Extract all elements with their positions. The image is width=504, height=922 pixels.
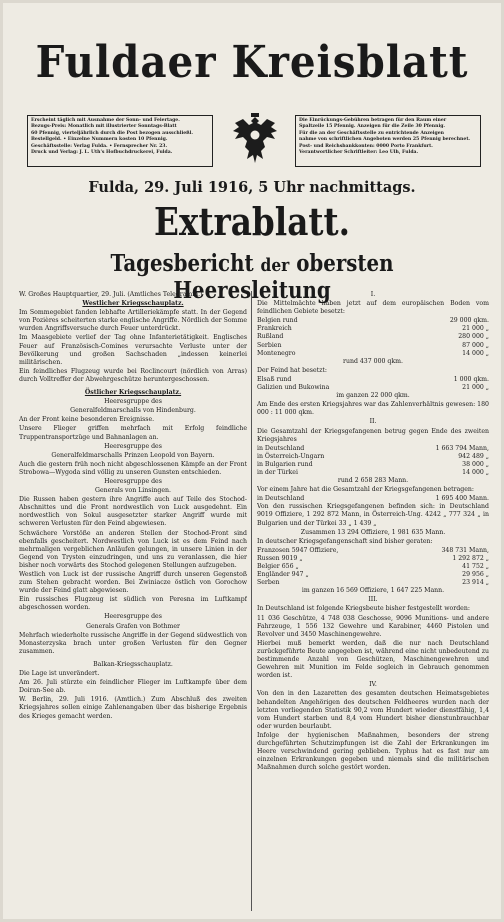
article-paragraph: Schwächere Vorstöße an anderen Stellen der Stochod-Front sind ebenfalls gescheitert. Nordwestlich von Luck ist es dem Feind nach mehrmaligen vergeblichen Anläufen gelungen, in unsere Linien in der Gegend von Trysten einzudringen, und uns zu veranlassen, die hier bisher noch vorwärts des Stochod gelegenen Stellungen aufzugeben.	[19, 529, 247, 569]
section-heading: Westlicher Kriegsschauplatz.	[82, 300, 184, 308]
statistics-label: Rußland	[257, 333, 284, 341]
article-paragraph: Auch die gestern früh noch nicht abgeschlossenen Kämpfe an der Front Strobowa—Wygoda sind völlig zu unseren Gunsten entschieden.	[19, 460, 247, 476]
statistics-label: Belgier 656 „	[257, 563, 299, 570]
newspaper-page	[3, 3, 501, 919]
statistics-row	[257, 333, 489, 341]
statistics-label: in Deutschland	[257, 495, 305, 503]
statistics-label: Franzosen 5947 Offiziere,	[257, 546, 339, 554]
statistics-value: 21 000 „	[462, 384, 489, 392]
statistics-label: Engländer 947 „	[257, 571, 309, 579]
statistics-label: in der Türkei	[257, 468, 298, 476]
article-paragraph: Die Russen haben gestern ihre Angriffe auch auf Teile des Stochod-Abschnittes und die Front nordwestlich von Luck ausgedehnt. Ein nordwestlich von Sokul ausgesetzter starker Angriff wurde mit schweren Verlusten für den Feind abgewiesen.	[19, 496, 247, 528]
centered-line: Generalfeldmarschalls Prinzen Leopold von Bayern.	[51, 451, 215, 459]
statistics-row	[257, 453, 489, 461]
article-paragraph: In Deutschland ist folgende Kriegsbeute bisher festgestellt worden:	[257, 605, 470, 613]
header-line: Post- und Reichsbankkonten: 0000 Porto Frankfurt.	[299, 143, 433, 149]
statistics-row	[257, 384, 489, 392]
statistics-row	[257, 469, 489, 477]
eagle-emblem-icon	[229, 111, 281, 167]
centered-line: rund 437 000 qkm.	[343, 357, 403, 365]
statistics-row	[257, 495, 489, 503]
statistics-value: 1 663 794 Mann,	[435, 444, 489, 452]
statistics-value: 1 000 qkm.	[453, 375, 489, 383]
statistics-value: 21 000 „	[462, 325, 489, 333]
article-paragraph: Infolge der hygienischen Maßnahmen, besonders der streng durchgeführten Schutzimpfungen ist die Zahl der Erkrankungen im Heere verschwindend gering geblieben. Typhus hat es fast nur am einzelnen Erkrankungen gegeben und niemals sind die militärischen Maßnahmen durch solche gestört worden.	[257, 731, 489, 772]
statistics-row	[257, 350, 489, 358]
centered-line: im ganzen 22 000 qkm.	[336, 392, 410, 400]
centered-line: Generalfeldmarschalls von Hindenburg.	[70, 407, 196, 415]
article-paragraph: W. Berlin, 29. Juli 1916. (Amtlich.) Zum Abschluß des zweiten Kriegsjahres sollen einige Zahlenangaben über das bisherige Ergebnis des Krieges gemacht werden.	[19, 696, 247, 720]
right-column	[257, 291, 489, 911]
centered-line: Zusammen 13 294 Offiziere, 1 981 635 Mann.	[300, 528, 446, 536]
extrablatt-title: Extrablatt.	[154, 199, 350, 244]
article-paragraph: Vor einem Jahre hat die Gesamtzahl der Kriegsgefangenen betragen:	[257, 486, 474, 494]
statistics-value: 41 752 „	[462, 563, 489, 570]
header-line: Spaltzeile 15 Pfennig. Anzeigen für die Zeile 30 Pfennig.	[299, 124, 446, 130]
statistics-row	[257, 579, 489, 587]
statistics-label: Serben	[257, 579, 280, 587]
centered-line: IV.	[369, 681, 377, 689]
statistics-label: Russen 9019 „	[257, 554, 303, 562]
article-paragraph: Westlich von Luck ist der russische Angriff durch unseren Gegenstoß zum Stehen gebracht worden. Bei Zwiniacze östlich von Gorochow wurde der Feind glatt abgewiesen.	[19, 571, 247, 595]
article-paragraph: Ein feindliches Flugzeug wurde bei Roclincourt (nördlich von Arras) durch Volltreffer der Abwehrgeschütze heruntergeschossen.	[19, 367, 247, 383]
statistics-label: Serbien	[257, 341, 282, 349]
header-line: Verantwortlicher Schriftleiter: Leo Ulh, Fulda.	[299, 150, 419, 156]
statistics-value: 87 000 „	[462, 341, 489, 349]
masthead-title: Fuldaer Kreisblatt	[35, 37, 469, 88]
statistics-label: Belgien rund	[257, 317, 298, 325]
centered-line: im ganzen 16 569 Offiziere, 1 647 225 Mann.	[301, 587, 445, 595]
statistics-label: Elsaß rund	[257, 375, 292, 383]
advertising-info-box	[295, 115, 481, 167]
centered-line: I.	[370, 291, 376, 298]
article-paragraph: Im Sommegebiet fanden lebhafte Artilleriekämpfe statt. In der Gegend von Pozières scheiterten starke englische Angriffe. Nördlich der Somme wurden Angriffsversuche durch Feuer unterdrückt.	[19, 309, 247, 333]
statistics-value: 14 000 „	[462, 468, 489, 476]
statistics-row	[257, 571, 489, 579]
headline-part3: obersten Heeresleitung	[173, 250, 394, 304]
centered-line: III.	[368, 596, 378, 604]
statistics-value: 1 695 400 Mann.	[435, 495, 489, 503]
article-paragraph: Mehrfach wiederholte russische Angriffe in der Gegend südwestlich von Monasterzyska brach unter großen Verlusten für den Gegner zusammen.	[19, 631, 247, 655]
column-divider	[251, 291, 252, 911]
header-line: Für die an der Geschäftsstelle zu entrichtende Anzeigen	[299, 130, 444, 136]
centered-line: Heeresgruppe des	[104, 442, 162, 450]
statistics-value: 38 000 „	[462, 460, 489, 468]
statistics-label: Montenegro	[257, 349, 296, 357]
statistics-value: 280 000 „	[458, 333, 489, 341]
headline-part2: der	[260, 255, 290, 276]
statistics-value: 23 914 „	[462, 579, 489, 587]
statistics-row	[257, 376, 489, 384]
article-paragraph: Von den in den Lazaretten des gesamten deutschen Heimatsgebietes behandelten Angehörigen des deutschen Feldheeres wurden nach der letzten vorliegenden Statistik 90,2 vom Hundert wieder dienstfähig, 1,4 vom Hundert starben und 8,4 vom Hundert bisher dienstunbrauchbar oder wurden beurlaubt.	[257, 690, 489, 730]
header-line: Bezugs-Preis: Monatlich mit illustrierter Sonntags-Blatt	[31, 124, 177, 130]
statistics-value: 348 731 Mann,	[441, 546, 489, 554]
article-paragraph: Von den russischen Kriegsgefangenen befinden sich: in Deutschland 9019 Offiziere, 1 292 872 Mann, in Österreich-Ung. 4242 „ 777 324 „ in Bulgarien und der Türkei 33 „ 1 439 „	[257, 503, 489, 527]
centered-line: II.	[369, 418, 377, 426]
statistics-row	[257, 325, 489, 333]
statistics-row	[257, 547, 489, 555]
left-column	[19, 291, 247, 911]
headline-part1: Tagesbericht	[110, 250, 254, 277]
statistics-value: 29 000 qkm.	[449, 317, 489, 325]
article-paragraph: An der Front keine besonderen Ereignisse.	[19, 416, 155, 424]
dateline: Fulda, 29. Juli 1916, 5 Uhr nachmittags.	[88, 179, 416, 196]
statistics-label: in Bulgarien rund	[257, 460, 313, 468]
centered-line: Heeresgruppe des	[104, 398, 162, 406]
article-paragraph: Am 26. Juli stürzte ein feindlicher Flieger im Luftkampfe über dem Doiran-See ab.	[19, 679, 247, 695]
statistics-label: in Deutschland	[257, 444, 305, 452]
statistics-label: in Österreich-Ungarn	[257, 452, 325, 460]
centered-line: Generals von Linsingen.	[95, 487, 171, 495]
statistics-row	[257, 317, 489, 325]
header-line: Bestellgeld. • Einzelne Nummern kosten 10 Pfennig.	[31, 137, 168, 143]
article-paragraph: Ein russisches Flugzeug ist südlich von Peresna im Luftkampf abgeschossen worden.	[19, 596, 247, 612]
header-line: 60 Pfennig, vierteljährlich durch die Post bezogen ausschließl.	[31, 130, 193, 136]
subscription-info-box	[27, 115, 213, 167]
article-paragraph: Am Ende des ersten Kriegsjahres war das Zahlenverhältnis gewesen: 180 000 : 11 000 qkm.	[257, 401, 489, 417]
section-heading: Östlicher Kriegsschauplatz.	[84, 389, 182, 397]
header-line: Erscheint täglich mit Ausnahme der Sonn- und Feiertage.	[31, 118, 180, 123]
statistics-value: 942 489 „	[458, 452, 489, 460]
centered-line: Heeresgruppe des	[104, 613, 162, 621]
header-line: Geschäftsstelle: Verlag Fulda. • Fernsprecher Nr. 23.	[31, 143, 168, 149]
article-paragraph: Die Gesamtzahl der Kriegsgefangenen betrug gegen Ende des zweiten Kriegsjahres	[257, 427, 489, 443]
centered-line: rund 2 658 283 Mann.	[337, 477, 409, 485]
article-paragraph: Hierbei muß bemerkt werden, daß die nur nach Deutschland zurückgeführte Beute angegeben ist, während eine nicht unbedeutend zu bestimmende Anzahl von Geschützen, Maschinengewehren und Gewehren mit Munition im Felde sogleich in Gebrauch genommen worden ist.	[257, 639, 489, 680]
header-line: Druck und Verlag: J. L. Uth's Hofbuchdruckerei, Fulda.	[31, 150, 173, 156]
centered-line: Heeresgruppe des	[104, 477, 162, 485]
article-paragraph: Im Maasgebiete verlief der Tag ohne Infanterietätigkeit. Englisches Feuer auf Französisch-Comines verursachte Verluste unter der Bevölkerung und großen Sachschaden „indessen keinerlei militärischen.	[19, 334, 247, 366]
article-paragraph: Der Feind hat besetzt:	[257, 366, 327, 374]
statistics-label: Galizien und Bukowina	[257, 384, 330, 392]
article-paragraph: Die Lage ist unverändert.	[19, 670, 100, 678]
centered-line: Balkan-Kriegsschauplatz.	[93, 660, 173, 668]
statistics-row	[257, 445, 489, 453]
header-line: Die Einrückungs-Gebühren betragen für den Raum einer	[299, 118, 447, 123]
article-paragraph: Die Mittelmächte haben jetzt auf dem europäischen Boden vom feindlichen Gebiete besetzt:	[257, 300, 489, 316]
statistics-row	[257, 563, 489, 571]
article-paragraph: Unsere Flieger griffen mehrfach mit Erfolg feindliche Truppentransportzüge und Bahnanlagen an.	[19, 425, 247, 441]
article-paragraph: W. Großes Hauptquartier, 29. Juli. (Amtliches Telegramm.)	[19, 291, 203, 298]
statistics-value: 29 956 „	[462, 571, 489, 579]
article-paragraph: In deutscher Kriegsgefangenschaft sind bisher geraten:	[257, 537, 433, 545]
statistics-value: 1 292 872 „	[452, 554, 489, 562]
statistics-row	[257, 555, 489, 563]
statistics-label: Frankreich	[257, 325, 292, 333]
statistics-row	[257, 461, 489, 469]
article-paragraph: 11 036 Geschütze, 4 748 038 Geschosse, 9096 Munitions- und andere Fahrzeuge, 1 556 132 Gewehre und Karabiner, 4460 Pistolen und Revolver und 3450 Maschinengewehre.	[257, 614, 489, 638]
statistics-row	[257, 342, 489, 350]
centered-line: Generals Grafen von Bothmer	[86, 622, 180, 630]
header-line: nahme von schriftlichen Angeboten werden 25 Pfennig berechnet.	[299, 137, 471, 143]
statistics-value: 14 000 „	[462, 349, 489, 357]
